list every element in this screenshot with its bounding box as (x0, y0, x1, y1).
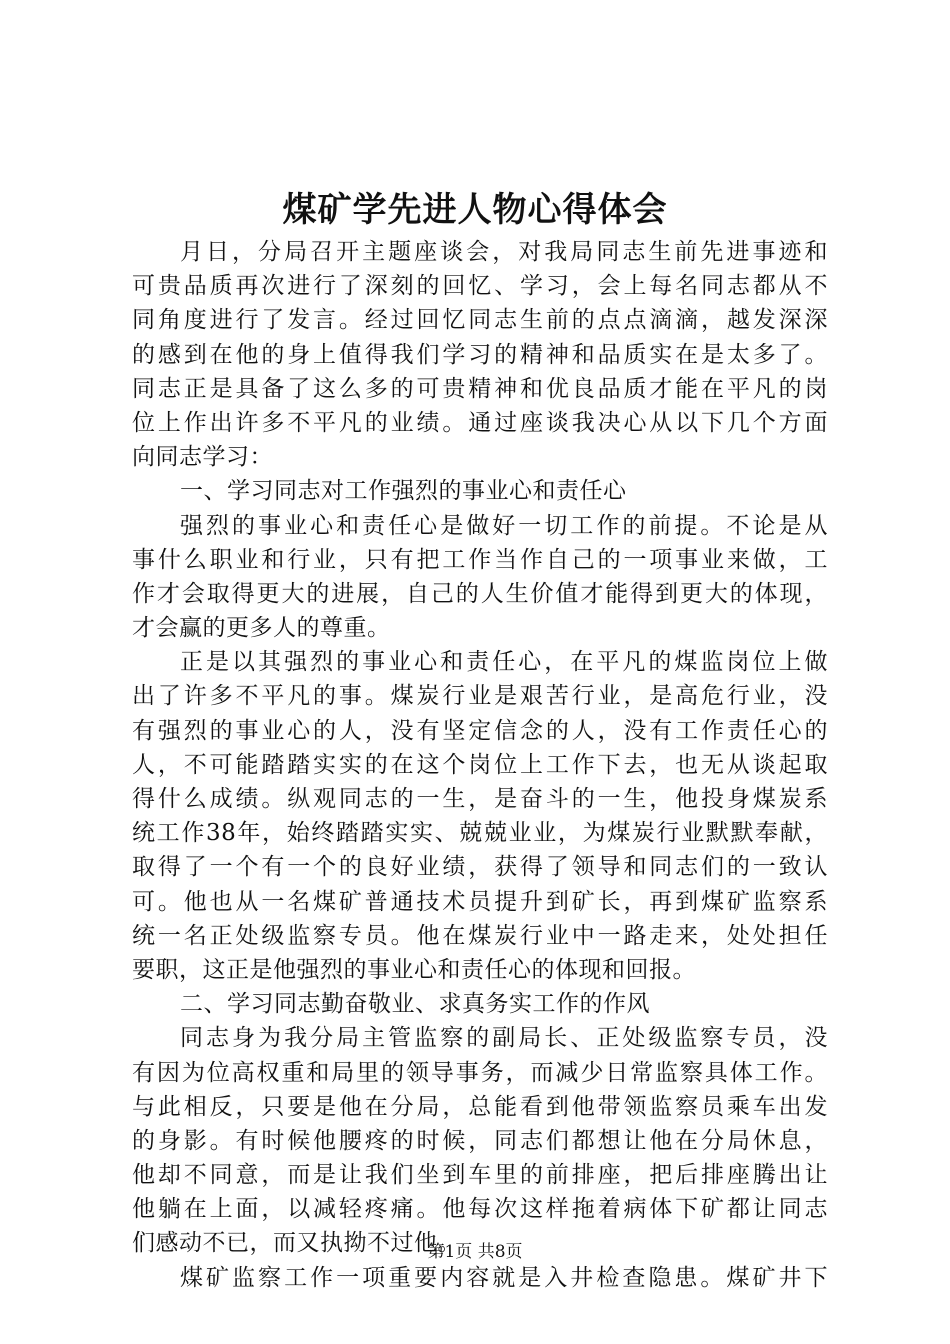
text-line: 强烈的事业心和责任心是做好一切工作的前提。不论是从 (180, 512, 828, 539)
text-line: 有强烈的事业心的人，没有坚定信念的人，没有工作责任心的 (132, 717, 828, 744)
text-line: 才会赢的更多人的尊重。 (132, 615, 391, 642)
text-line: 得什么成绩。纵观同志的一生，是奋斗的一生，他投身煤炭系 (132, 786, 828, 812)
text-line: 人，不可能踏踏实实的在这个岗位上工作下去，也无从谈起取 (132, 751, 828, 778)
text-line: 统工作38年，始终踏踏实实、兢兢业业，为煤炭行业默默奉献， (132, 820, 828, 847)
text-line: 正是以其强烈的事业心和责任心，在平凡的煤监岗位上做 (180, 649, 828, 676)
text-line: 向同志学习： (132, 444, 273, 471)
text-line: 作才会取得更大的进展，自己的人生价值才能得到更大的体现， (132, 580, 828, 607)
text-line: 有因为位高权重和局里的领导事务，而减少日常监察具体工作。 (132, 1059, 828, 1086)
text-line: 要职，这正是他强烈的事业心和责任心的体现和回报。 (132, 956, 696, 983)
text-line: 同志正是具备了这么多的可贵精神和优良品质才能在平凡的岗 (132, 375, 828, 402)
section-heading: 一、学习同志对工作强烈的事业心和责任心 (180, 478, 627, 505)
text-line: 煤矿监察工作一项重要内容就是入井检查隐患。煤矿井下 (180, 1264, 828, 1291)
text-line: 同志身为我分局主管监察的副局长、正处级监察专员，没 (180, 1025, 828, 1052)
text-line: 他躺在上面，以减轻疼痛。他每次这样拖着病体下矿都让同志 (132, 1196, 828, 1223)
text-line: 出了许多不平凡的事。煤炭行业是艰苦行业，是高危行业，没 (132, 683, 828, 710)
text-line: 可贵品质再次进行了深刻的回忆、学习，会上每名同志都从不 (132, 273, 828, 300)
page-number: 第1页 共8页 (427, 1242, 523, 1262)
text-line: 同角度进行了发言。经过回忆同志生前的点点滴滴，越发深深 (132, 307, 828, 334)
section-heading: 二、学习同志勤奋敬业、求真务实工作的作风 (180, 991, 650, 1018)
text-line: 的感到在他的身上值得我们学习的精神和品质实在是太多了。 (132, 341, 828, 368)
document-body (132, 235, 828, 1295)
text-line: 可。他也从一名煤矿普通技术员提升到矿长，再到煤矿监察系 (132, 888, 828, 915)
document-title: 煤矿学先进人物心得体会 (282, 190, 668, 230)
text-line: 的身影。有时候他腰疼的时候，同志们都想让他在分局休息， (132, 1127, 828, 1154)
text-line: 们感动不已，而又执拗不过他。 (132, 1230, 461, 1257)
text-line: 取得了一个有一个的良好业绩，获得了领导和同志们的一致认 (132, 854, 828, 881)
text-line: 他却不同意，而是让我们坐到车里的前排座，把后排座腾出让 (132, 1162, 828, 1189)
text-line: 与此相反，只要是他在分局，总能看到他带领监察员乘车出发 (132, 1093, 828, 1120)
text-line: 月日，分局召开主题座谈会，对我局同志生前先进事迹和 (180, 239, 828, 265)
text-line: 统一名正处级监察专员。他在煤炭行业中一路走来，处处担任 (132, 922, 828, 949)
text-line: 位上作出许多不平凡的业绩。通过座谈我决心从以下几个方面 (132, 409, 828, 436)
text-line: 事什么职业和行业，只有把工作当作自己的一项事业来做，工 (132, 546, 828, 573)
